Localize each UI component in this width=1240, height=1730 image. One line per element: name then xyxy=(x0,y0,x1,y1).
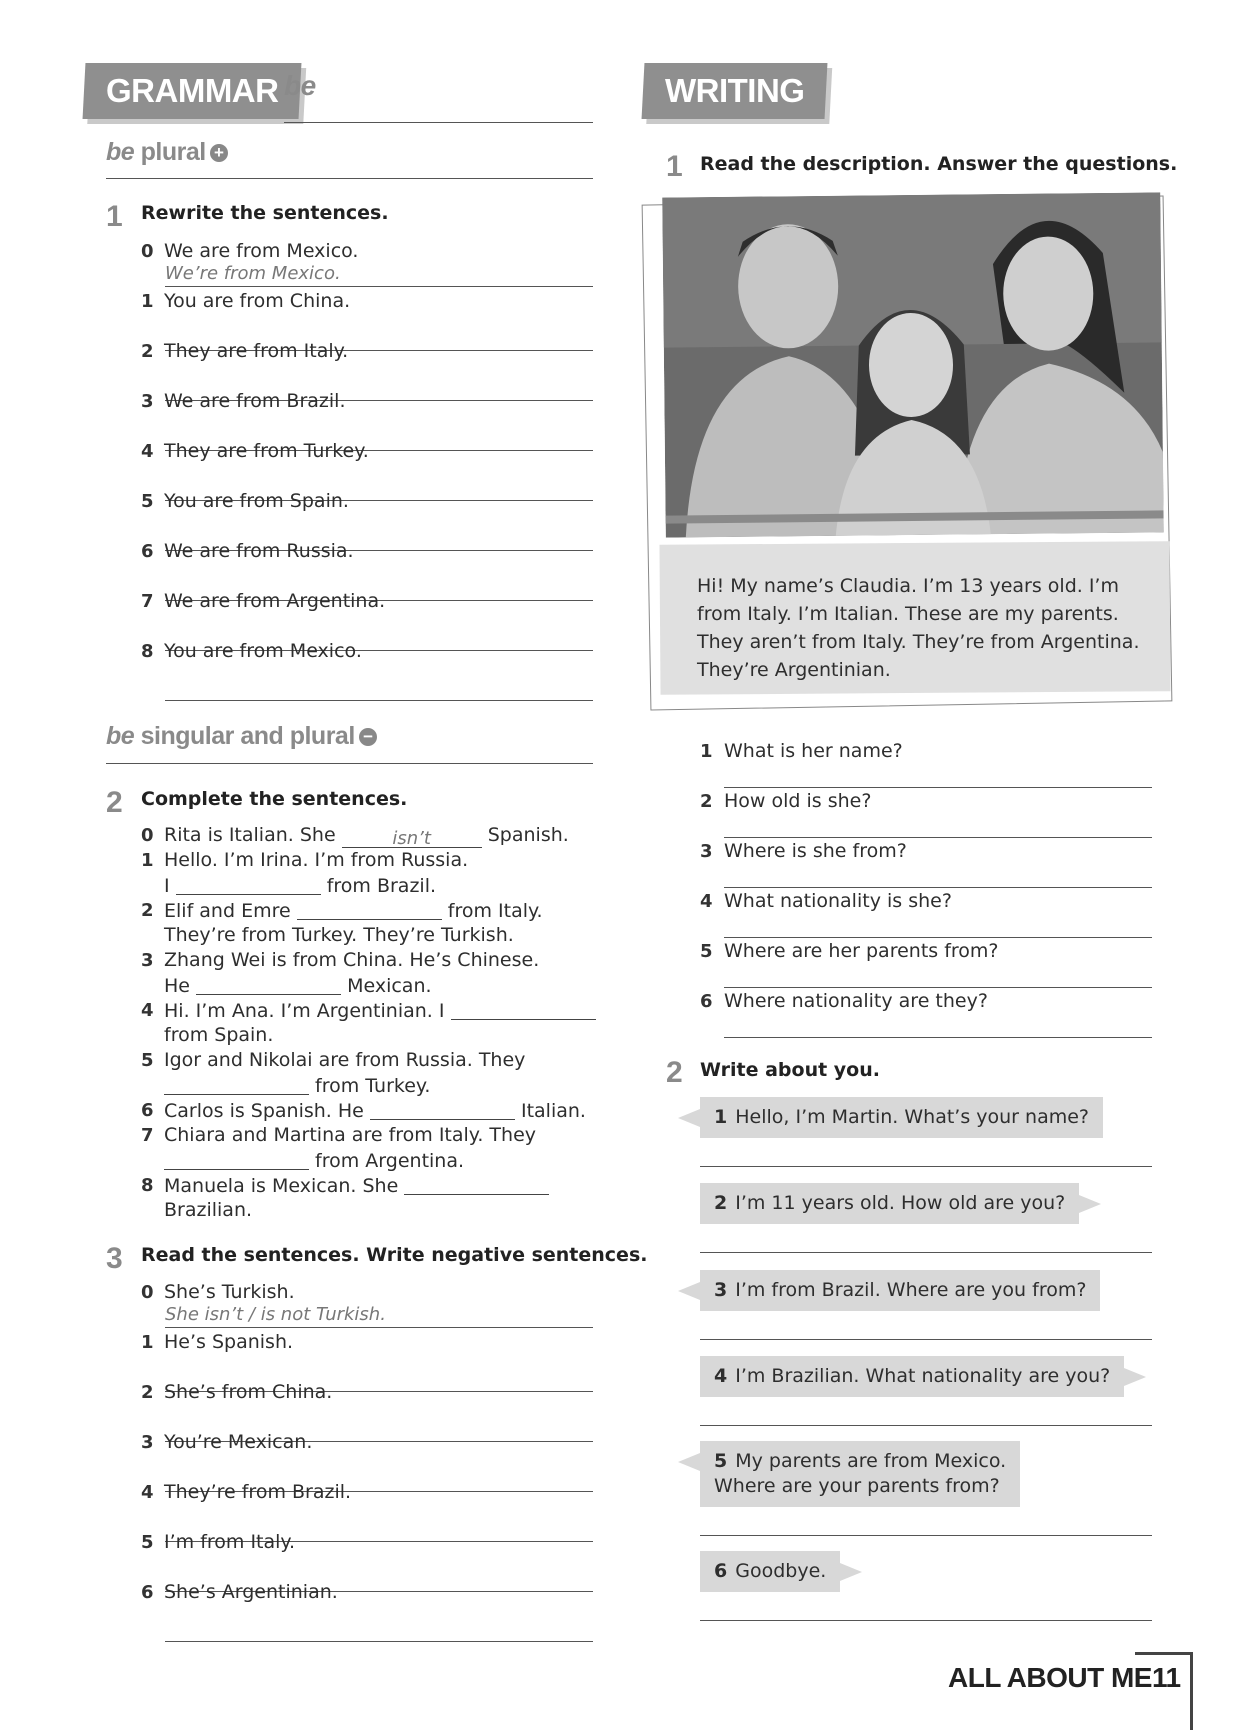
list-item: Rita is Italian. She isn’t Spanish. xyxy=(164,824,569,849)
description-line: They aren’t from Italy. They’re from Argentina. xyxy=(697,631,1140,653)
question-number: 4 xyxy=(700,891,713,912)
answer-line[interactable] xyxy=(700,1228,1152,1253)
speech-bubble xyxy=(700,1183,1079,1224)
list-item: from Argentina. xyxy=(164,1149,464,1172)
question-text: Where are her parents from? xyxy=(724,940,999,962)
answer-line[interactable] xyxy=(165,262,593,287)
bubble-number: 1 xyxy=(714,1106,728,1128)
item-number: 0 xyxy=(141,241,154,262)
answer-blank[interactable] xyxy=(404,1174,549,1195)
list-item: Elif and Emre from Italy. xyxy=(164,900,543,922)
question-number: 1 xyxy=(700,741,713,762)
writing-exercise-1-instruction: Read the description. Answer the questions. xyxy=(700,153,1178,175)
list-item: Hi. I’m Ana. I’m Argentinian. I xyxy=(164,999,596,1022)
item-number: 5 xyxy=(141,1532,154,1553)
speech-bubble xyxy=(700,1441,1020,1507)
answer-blank[interactable] xyxy=(176,874,321,895)
item-number: 5 xyxy=(141,491,154,512)
item-sentence: She’s from China. xyxy=(164,1381,333,1403)
item-number: 2 xyxy=(141,900,154,921)
bubble-text: Hello, I’m Martin. What’s your name? xyxy=(735,1106,1089,1128)
list-item: Chiara and Martina are from Italy. They xyxy=(164,1124,537,1146)
item-number: 2 xyxy=(141,1382,154,1403)
family-photo xyxy=(662,192,1164,537)
answer-blank[interactable] xyxy=(370,1099,515,1120)
item-sentence: You are from Spain. xyxy=(164,490,349,512)
bubble-tail xyxy=(1124,1368,1146,1386)
list-item: Manuela is Mexican. She xyxy=(164,1174,549,1197)
answer-line[interactable] xyxy=(700,1401,1152,1426)
divider xyxy=(106,178,593,179)
speech-bubble xyxy=(700,1356,1124,1397)
item-number: 8 xyxy=(141,641,154,662)
item-number: 3 xyxy=(141,1432,154,1453)
list-item: Igor and Nikolai are from Russia. They xyxy=(164,1049,526,1071)
item-number: 4 xyxy=(141,1000,154,1021)
item-sentence: He’s Spanish. xyxy=(164,1331,294,1353)
answer-blank[interactable] xyxy=(164,1074,309,1095)
list-item: Brazilian. xyxy=(164,1199,253,1221)
item-number: 1 xyxy=(141,850,154,871)
list-item: Carlos is Spanish. He Italian. xyxy=(164,1100,586,1122)
item-sentence: They’re from Brazil. xyxy=(164,1481,352,1503)
answer-blank[interactable] xyxy=(164,1149,309,1170)
list-item: from Spain. xyxy=(164,1024,274,1046)
answer-blank[interactable] xyxy=(196,974,341,995)
item-sentence: We are from Brazil. xyxy=(164,390,346,412)
list-item: He Mexican. xyxy=(164,975,432,997)
writing-exercise-1-number: 1 xyxy=(666,150,683,183)
grammar-section-tab: GRAMMAR xyxy=(83,63,302,119)
list-item: I from Brazil. xyxy=(164,875,437,897)
bubble-tail xyxy=(678,1282,700,1300)
bubble-number: 4 xyxy=(714,1365,728,1387)
answer-line[interactable] xyxy=(165,1303,593,1328)
item-sentence: We are from Mexico. xyxy=(164,240,359,262)
bubble-tail xyxy=(678,1453,700,1471)
question-number: 2 xyxy=(700,791,713,812)
item-number: 7 xyxy=(141,1125,154,1146)
item-sentence: They are from Italy. xyxy=(164,340,349,362)
item-sentence: They are from Turkey. xyxy=(164,440,369,462)
bubble-text: Where are your parents from? xyxy=(714,1475,1000,1497)
item-number: 5 xyxy=(141,1050,154,1071)
bubble-number: 2 xyxy=(714,1192,728,1214)
description-text xyxy=(697,572,1139,684)
bubble-text: My parents are from Mexico. xyxy=(735,1450,1007,1472)
writing-exercise-2-instruction: Write about you. xyxy=(700,1059,880,1081)
page-number: 11 xyxy=(1152,1662,1181,1693)
answer-line[interactable] xyxy=(724,801,1152,838)
item-sentence: We are from Argentina. xyxy=(164,590,386,612)
bubble-number: 5 xyxy=(714,1450,728,1472)
question-text: Where is she from? xyxy=(724,840,907,862)
item-number: 6 xyxy=(141,1582,154,1603)
item-number: 1 xyxy=(141,291,154,312)
answer-blank[interactable] xyxy=(451,999,596,1020)
answer-blank[interactable]: isn’t xyxy=(342,827,482,848)
speech-bubble xyxy=(700,1270,1100,1311)
bubble-tail xyxy=(678,1109,700,1127)
exercise-3-number: 3 xyxy=(106,1242,123,1275)
item-sentence: She’s Argentinian. xyxy=(164,1581,338,1603)
writing-section-tab: WRITING xyxy=(642,63,828,119)
answer-line[interactable] xyxy=(724,851,1152,888)
bubble-number: 3 xyxy=(714,1279,728,1301)
sample-answer: She isn’t / is not Turkish. xyxy=(165,1304,386,1325)
answer-blank[interactable] xyxy=(297,899,442,920)
subheading-be-plural: be plural + xyxy=(106,138,228,167)
list-item: Zhang Wei is from China. He’s Chinese. xyxy=(164,949,540,971)
sample-answer: We’re from Mexico. xyxy=(165,263,341,284)
item-number: 4 xyxy=(141,441,154,462)
item-sentence: You’re Mexican. xyxy=(164,1431,313,1453)
bubble-tail xyxy=(1079,1195,1101,1213)
item-number: 2 xyxy=(141,341,154,362)
item-number: 7 xyxy=(141,591,154,612)
answer-line[interactable] xyxy=(700,1142,1152,1167)
bubble-text: I’m Brazilian. What nationality are you? xyxy=(735,1365,1111,1387)
item-sentence: She’s Turkish. xyxy=(164,1281,295,1303)
bubble-text: I’m from Brazil. Where are you from? xyxy=(735,1279,1087,1301)
subheading-be-singular-plural: be singular and plural − xyxy=(106,722,377,751)
list-item: They’re from Turkey. They’re Turkish. xyxy=(164,924,514,946)
exercise-3-instruction: Read the sentences. Write negative sentences. xyxy=(141,1244,648,1266)
list-item: from Turkey. xyxy=(164,1074,430,1097)
question-text: Where nationality are they? xyxy=(724,990,988,1012)
description-line: They’re Argentinian. xyxy=(697,659,891,681)
question-text: How old is she? xyxy=(724,790,872,812)
answer-line[interactable] xyxy=(724,901,1152,938)
item-sentence: We are from Russia. xyxy=(164,540,354,562)
bubble-text: Goodbye. xyxy=(735,1560,827,1582)
writing-exercise-2-number: 2 xyxy=(666,1056,683,1089)
item-number: 3 xyxy=(141,950,154,971)
grammar-topic: be xyxy=(284,70,316,101)
answer-line[interactable] xyxy=(700,1511,1152,1536)
item-number: 0 xyxy=(141,1282,154,1303)
exercise-1-number: 1 xyxy=(106,200,123,233)
family-photo-image xyxy=(662,192,1164,537)
item-sentence: I’m from Italy. xyxy=(164,1531,295,1553)
item-number: 6 xyxy=(141,1100,154,1121)
question-number: 5 xyxy=(700,941,713,962)
question-text: What is her name? xyxy=(724,740,903,762)
bubble-number: 6 xyxy=(714,1560,728,1582)
item-sentence: You are from Mexico. xyxy=(164,640,362,662)
item-number: 3 xyxy=(141,391,154,412)
question-text: What nationality is she? xyxy=(724,890,952,912)
item-number: 1 xyxy=(141,1332,154,1353)
question-number: 6 xyxy=(700,991,713,1012)
answer-line[interactable] xyxy=(165,676,593,701)
page-corner-mark xyxy=(1135,1652,1193,1730)
minus-circle-icon: − xyxy=(359,728,377,746)
bubble-text: I’m 11 years old. How old are you? xyxy=(735,1192,1066,1214)
question-number: 3 xyxy=(700,841,713,862)
bubble-tail xyxy=(840,1563,862,1581)
exercise-2-number: 2 xyxy=(106,786,123,819)
exercise-1-instruction: Rewrite the sentences. xyxy=(141,202,389,224)
answer-line[interactable] xyxy=(724,1001,1152,1038)
divider xyxy=(106,763,593,764)
description-line: from Italy. I’m Italian. These are my parents. xyxy=(697,603,1119,625)
footer-title: ALL ABOUT ME xyxy=(948,1662,1152,1693)
item-number: 8 xyxy=(141,1175,154,1196)
exercise-2-instruction: Complete the sentences. xyxy=(141,788,408,810)
answer-line[interactable] xyxy=(724,951,1152,988)
item-number: 6 xyxy=(141,541,154,562)
plus-circle-icon: + xyxy=(210,144,228,162)
description-line: Hi! My name’s Claudia. I’m 13 years old. I’m xyxy=(697,575,1119,597)
speech-bubble xyxy=(700,1097,1103,1138)
topic-rule xyxy=(284,122,593,123)
answer-line[interactable] xyxy=(700,1315,1152,1340)
answer-line[interactable] xyxy=(165,1617,593,1642)
answer-line[interactable] xyxy=(700,1596,1152,1621)
item-sentence: You are from China. xyxy=(164,290,351,312)
answer-line[interactable] xyxy=(724,751,1152,788)
speech-bubble xyxy=(700,1551,840,1592)
item-number: 0 xyxy=(141,825,154,846)
list-item: Hello. I’m Irina. I’m from Russia. xyxy=(164,849,469,871)
item-number: 4 xyxy=(141,1482,154,1503)
